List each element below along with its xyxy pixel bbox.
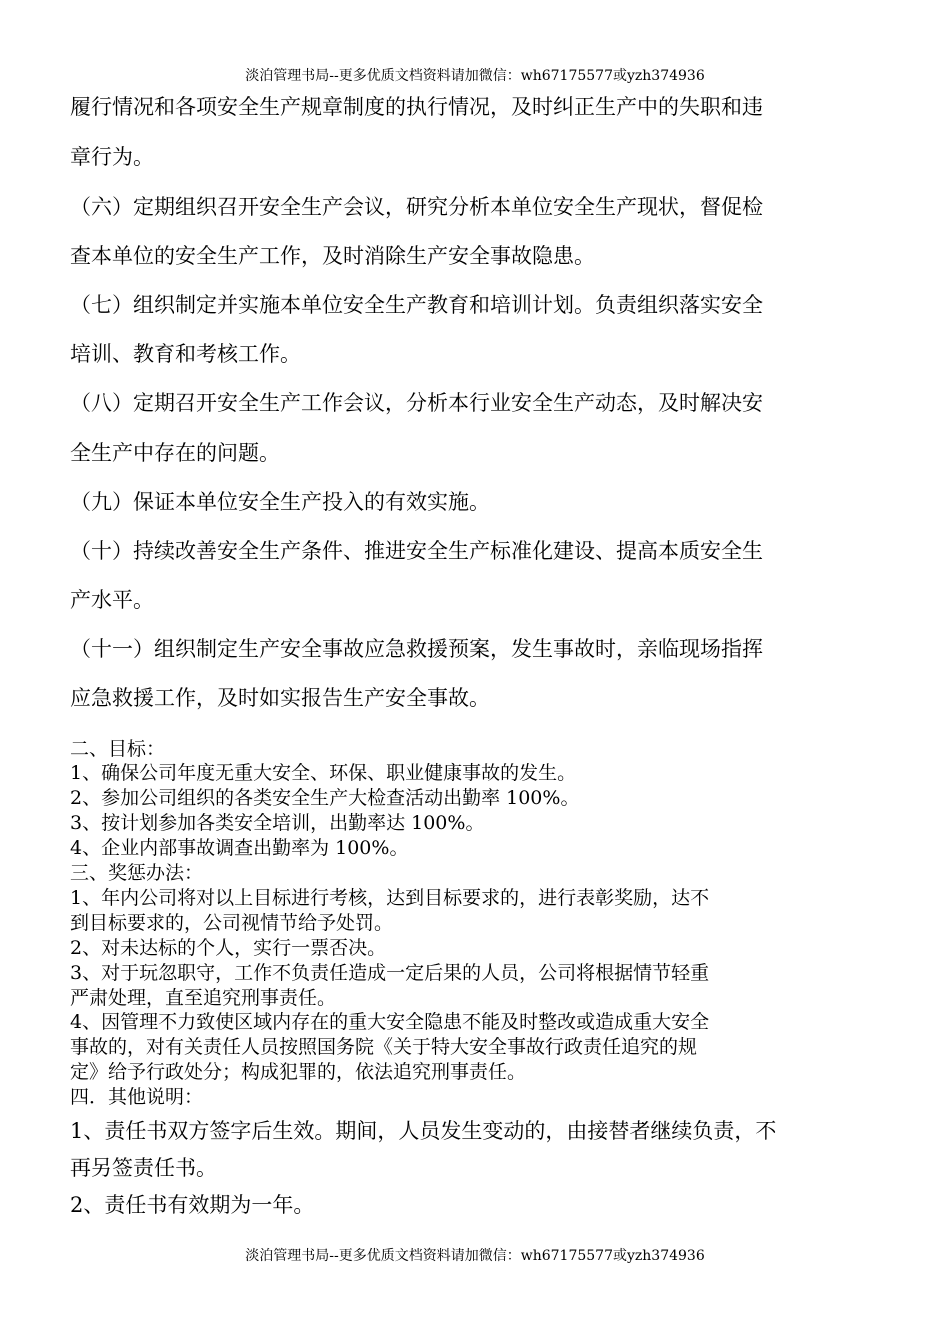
- list-item: 3、对于玩忽职守，工作不负责任造成一定后果的人员，公司将根据情节轻重: [70, 962, 710, 984]
- paragraph-line: （八）定期召开安全生产工作会议，分析本行业安全生产动态，及时解决安: [70, 391, 763, 415]
- paragraph-line: 产水平。: [70, 588, 154, 612]
- list-item: 2、对未达标的个人，实行一票否决。: [70, 937, 387, 959]
- paragraph-line: （七）组织制定并实施本单位安全生产教育和培训计划。负责组织落实安全: [70, 293, 763, 317]
- list-item: 4、企业内部事故调查出勤率为 100%。: [70, 837, 409, 859]
- paragraph-line: （十一）组织制定生产安全事故应急救援预案，发生事故时，亲临现场指挥: [70, 637, 763, 661]
- list-item: 严肃处理，直至追究刑事责任。: [70, 987, 337, 1009]
- paragraph-line: 履行情况和各项安全生产规章制度的执行情况，及时纠正生产中的失职和违: [70, 95, 763, 119]
- paragraph-line: （九）保证本单位安全生产投入的有效实施。: [70, 490, 490, 514]
- list-item: 1、确保公司年度无重大安全、环保、职业健康事故的发生。: [70, 762, 577, 784]
- list-item: 事故的，对有关责任人员按照国务院《关于特大安全事故行政责任追究的规: [70, 1036, 698, 1058]
- page-header-watermark: 淡泊管理书局--更多优质文档资料请加微信：wh67175577或yzh374936: [245, 68, 705, 84]
- list-item: 1、年内公司将对以上目标进行考核，达到目标要求的，进行表彰奖励，达不: [70, 887, 710, 909]
- list-item: 2、参加公司组织的各类安全生产大检查活动出勤率 100%。: [70, 787, 580, 809]
- list-item: 3、按计划参加各类安全培训，出勤率达 100%。: [70, 812, 485, 834]
- list-item: 4、因管理不力致使区域内存在的重大安全隐患不能及时整改或造成重大安全: [70, 1011, 710, 1033]
- list-item: 2、责任书有效期为一年。: [70, 1193, 315, 1217]
- list-item: 再另签责任书。: [70, 1156, 217, 1180]
- paragraph-line: （六）定期组织召开安全生产会议，研究分析本单位安全生产现状，督促检: [70, 195, 763, 219]
- section-heading: 二、目标：: [70, 738, 166, 760]
- paragraph-line: 查本单位的安全生产工作，及时消除生产安全事故隐患。: [70, 244, 595, 268]
- page-footer-watermark: 淡泊管理书局--更多优质文档资料请加微信：wh67175577或yzh374936: [245, 1248, 705, 1264]
- section-heading: 四．其他说明：: [70, 1086, 204, 1108]
- paragraph-line: 章行为。: [70, 145, 154, 169]
- list-item: 定》给予行政处分；构成犯罪的，依法追究刑事责任。: [70, 1061, 527, 1083]
- paragraph-line: 培训、教育和考核工作。: [70, 342, 301, 366]
- section-heading: 三、奖惩办法：: [70, 862, 204, 884]
- paragraph-line: 全生产中存在的问题。: [70, 441, 280, 465]
- list-item: 到目标要求的，公司视情节给予处罚。: [70, 912, 394, 934]
- list-item: 1、责任书双方签字后生效。期间，人员发生变动的，由接替者继续负责，不: [70, 1119, 777, 1143]
- paragraph-line: （十）持续改善安全生产条件、推进安全生产标准化建设、提高本质安全生: [70, 539, 763, 563]
- paragraph-line: 应急救援工作，及时如实报告生产安全事故。: [70, 686, 490, 710]
